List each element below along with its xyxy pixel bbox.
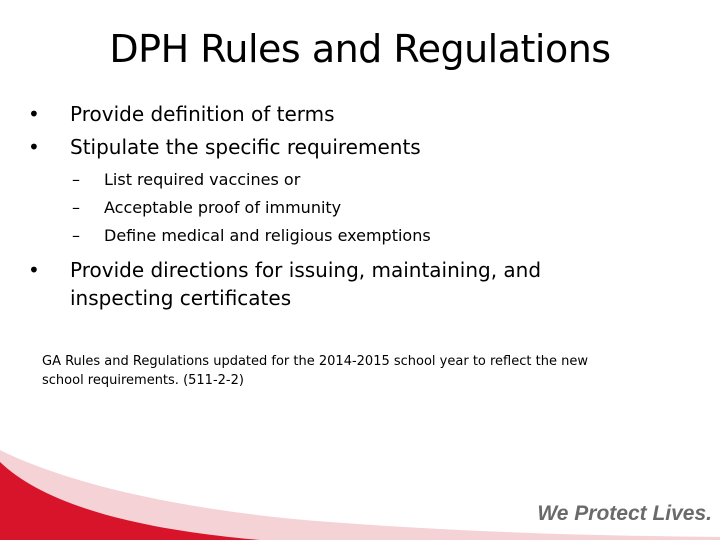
tagline-logo-text: We Protect Lives. xyxy=(537,502,712,525)
footnote-line-2: school requirements. (511-2-2) xyxy=(42,373,244,388)
footnote-line-1: GA Rules and Regulations updated for the 2014-2015 school year to reflect the new xyxy=(42,354,588,369)
bullet-text-line-1: Provide directions for issuing, maintaining, and xyxy=(70,258,542,282)
dash-marker: – xyxy=(72,226,80,245)
bullet-marker: • xyxy=(28,102,40,126)
sub-bullet-item xyxy=(28,194,688,222)
bullet-item xyxy=(28,100,688,128)
sub-bullet-item xyxy=(28,166,688,194)
bullet-marker: • xyxy=(28,258,40,282)
bullet-text: Provide definition of terms xyxy=(70,102,335,126)
sub-bullet-list xyxy=(28,166,688,250)
slide-title: DPH Rules and Regulations xyxy=(109,27,611,71)
slide-content xyxy=(28,100,688,317)
bullet-item xyxy=(28,133,688,161)
sub-bullet-text: List required vaccines or xyxy=(104,170,301,189)
bullet-text: Stipulate the specific requirements xyxy=(70,135,421,159)
footnote xyxy=(42,352,662,390)
bullet-text-line-2: inspecting certificates xyxy=(70,286,292,310)
sub-bullet-item xyxy=(28,222,688,250)
dash-marker: – xyxy=(72,198,80,217)
dash-marker: – xyxy=(72,170,80,189)
bullet-item xyxy=(28,256,688,312)
bullet-marker: • xyxy=(28,135,40,159)
sub-bullet-text: Define medical and religious exemptions xyxy=(104,226,431,245)
sub-bullet-text: Acceptable proof of immunity xyxy=(104,198,342,217)
